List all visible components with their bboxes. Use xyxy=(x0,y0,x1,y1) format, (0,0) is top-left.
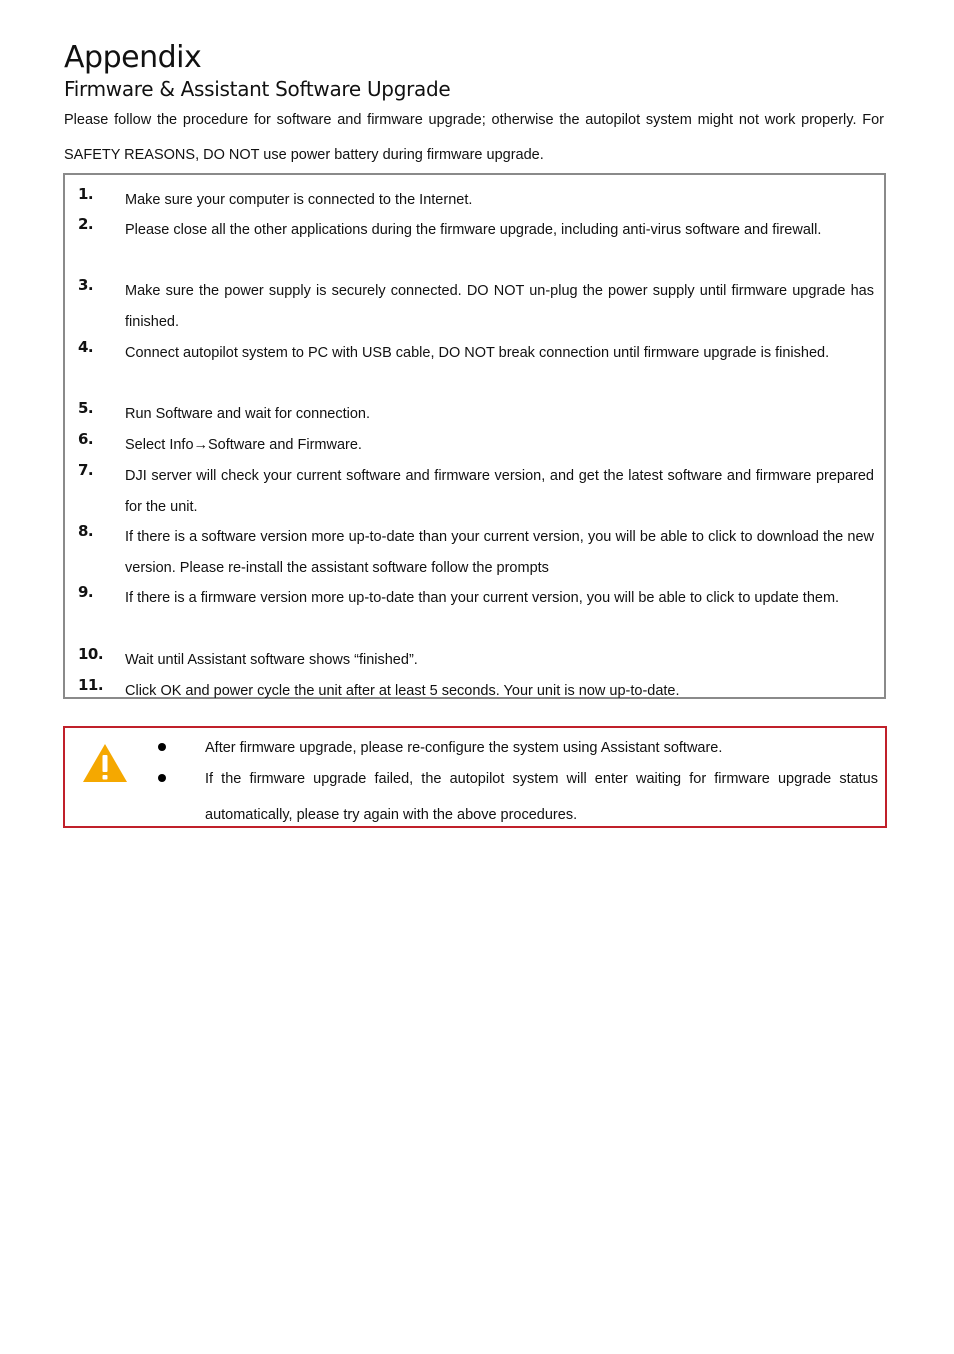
step-text: Please close all the other applications during the firmware upgrade, including anti-virus software and firewall. xyxy=(125,222,822,238)
step-text: DJI server will check your current software and firmware version, and get the latest software and firmware prepared for the unit. xyxy=(125,468,874,515)
step-text: Make sure your computer is connected to the Internet. xyxy=(125,192,473,208)
step-number: 10. xyxy=(78,645,104,663)
step-text: Make sure the power supply is securely connected. DO NOT un-plug the power supply until firmware upgrade has finished. xyxy=(125,283,874,330)
step-text: Connect autopilot system to PC with USB cable, DO NOT break connection until firmware upgrade is finished. xyxy=(125,345,830,361)
step-number: 1. xyxy=(78,185,94,203)
step-text: If there is a software version more up-to-date than your current version, you will be able to click to download the new version. Please re-install the assistant software follow the prompts xyxy=(125,529,874,576)
warning-box xyxy=(63,726,887,828)
step-number: 11. xyxy=(78,676,104,694)
intro-paragraph: Please follow the procedure for software and firmware upgrade; otherwise the autopilot system might not work properly. For SAFETY REASONS, DO NOT use power battery during firmware upgrade. xyxy=(64,112,884,163)
step-number: 7. xyxy=(78,461,94,479)
warning-text: After firmware upgrade, please re-configure the system using Assistant software. xyxy=(205,740,723,756)
step-number: 4. xyxy=(78,338,94,356)
warning-triangle-icon xyxy=(81,742,129,784)
step-text: Select Info→Software and Firmware. xyxy=(125,437,362,453)
step-number: 3. xyxy=(78,276,94,294)
step-text: Wait until Assistant software shows “finished”. xyxy=(125,652,418,668)
step-number: 8. xyxy=(78,522,94,540)
page-title: Appendix xyxy=(64,40,202,75)
upgrade-steps-box xyxy=(63,173,886,699)
warning-text: If the firmware upgrade failed, the autopilot system will enter waiting for firmware upgrade status automatically, please try again with the above procedures. xyxy=(205,771,878,823)
step-text: Run Software and wait for connection. xyxy=(125,406,371,422)
section-title: Firmware & Assistant Software Upgrade xyxy=(64,77,451,101)
bullet-icon xyxy=(158,774,166,782)
step-number: 9. xyxy=(78,583,94,601)
bullet-icon xyxy=(158,743,166,751)
step-number: 2. xyxy=(78,215,94,233)
step-text: If there is a firmware version more up-to-date than your current version, you will be able to click to update them. xyxy=(125,590,840,606)
step-number: 6. xyxy=(78,430,94,448)
step-text: Click OK and power cycle the unit after at least 5 seconds. Your unit is now up-to-date. xyxy=(125,683,680,699)
step-number: 5. xyxy=(78,399,94,417)
